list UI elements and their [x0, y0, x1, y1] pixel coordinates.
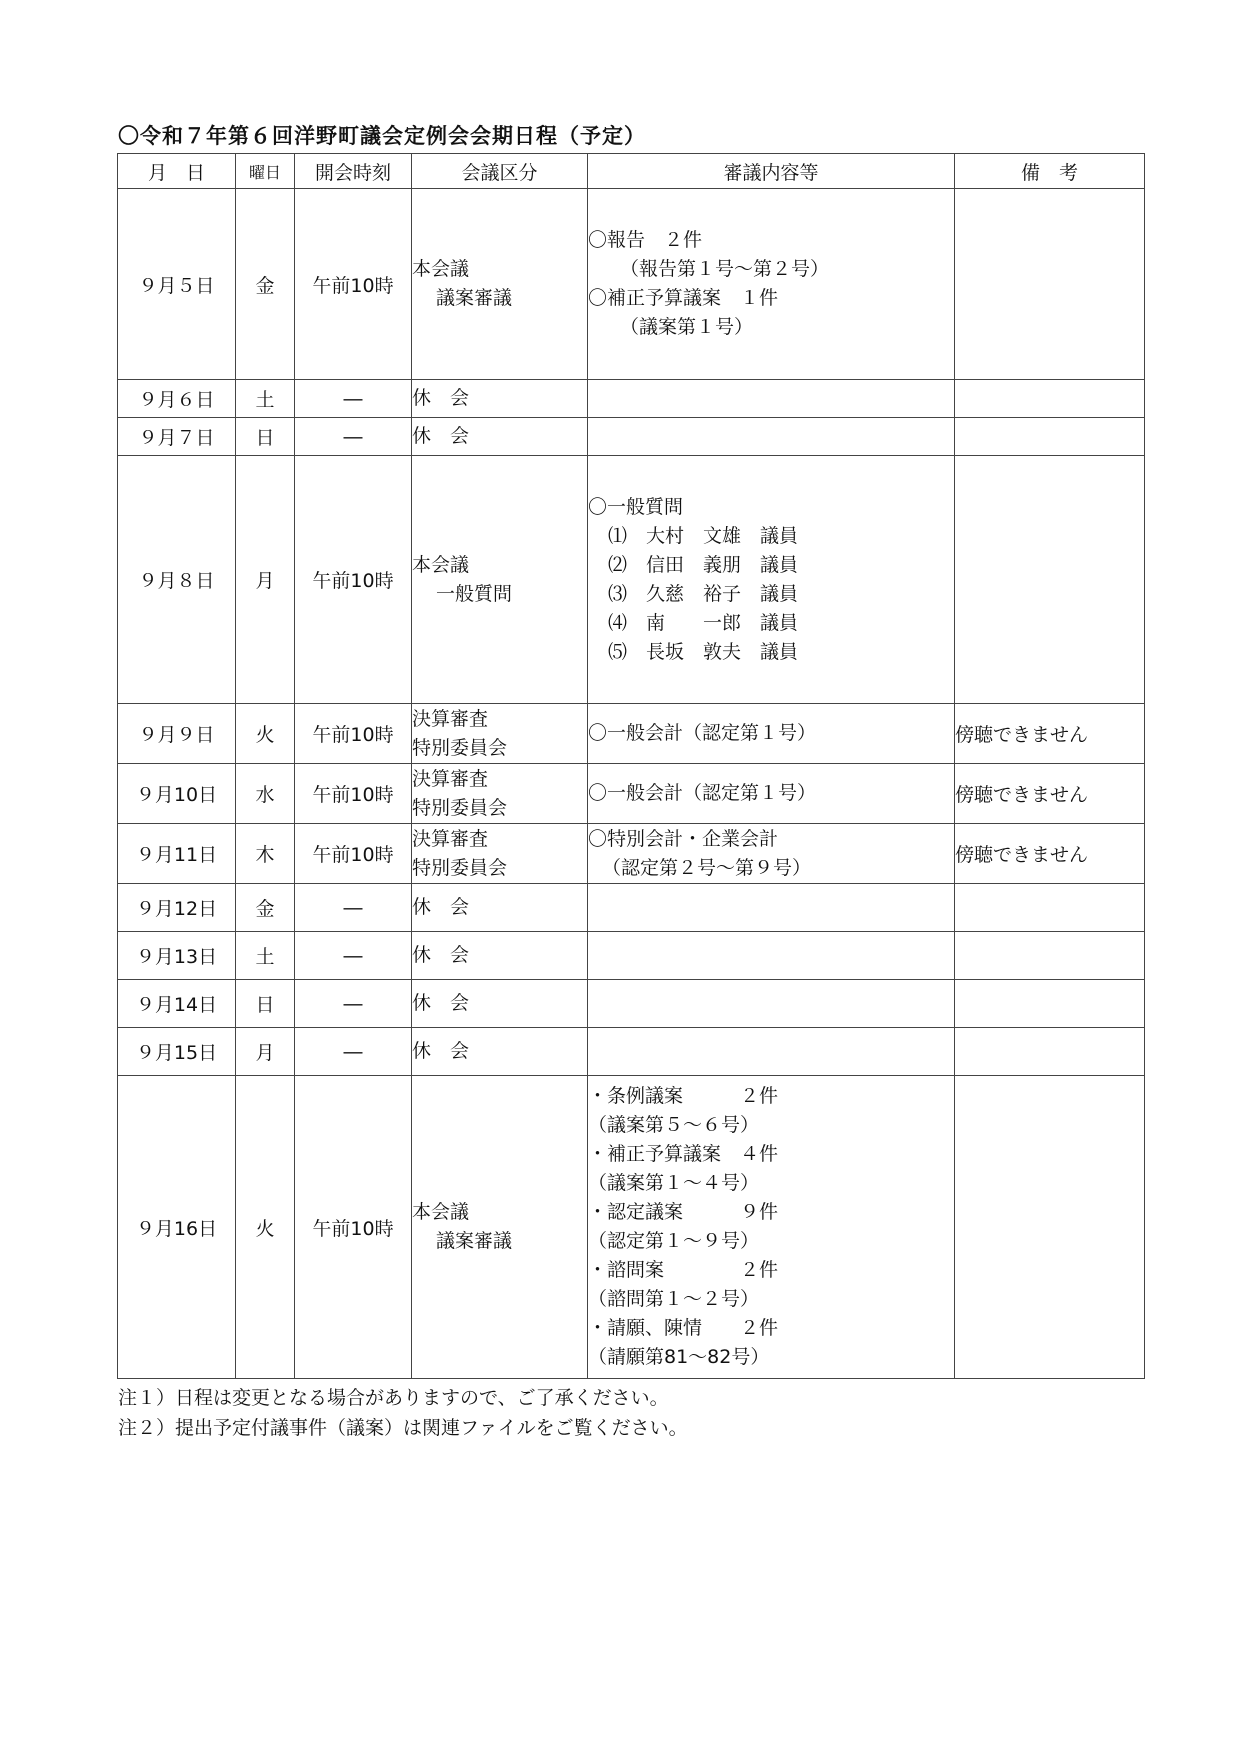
- content-line: ・条例議案 ２件: [588, 1085, 779, 1107]
- time-cell: ―: [295, 932, 412, 980]
- questioner-line: ⑶ 久慈 裕子 議員: [608, 582, 799, 605]
- note-cell: [955, 456, 1145, 704]
- date-cell: ９月13日: [118, 932, 236, 980]
- footnotes: [118, 1383, 688, 1443]
- date-cell: ９月５日: [118, 189, 236, 380]
- header-note: 備 考: [955, 154, 1145, 189]
- date-cell: ９月15日: [118, 1028, 236, 1076]
- date-cell: ９月16日: [118, 1076, 236, 1379]
- kubun-line: 特別委員会: [412, 856, 508, 879]
- date-cell: ９月７日: [118, 418, 236, 456]
- kubun-cell: 休 会: [412, 980, 588, 1028]
- header-kubun: 会議区分: [412, 154, 588, 189]
- note-cell: [955, 884, 1145, 932]
- content-line: 〇一般会計（認定第１号）: [588, 722, 817, 744]
- day-cell: 日: [236, 418, 295, 456]
- content-line: （認定第２号～第９号）: [602, 856, 812, 879]
- kubun-line: 決算審査: [412, 827, 489, 850]
- table-row: [118, 932, 1145, 980]
- time-cell: ―: [295, 884, 412, 932]
- date-cell: ９月11日: [118, 824, 236, 884]
- footnote: 注１）日程は変更となる場合がありますので、ご了承ください。: [118, 1387, 669, 1409]
- kubun-line: 決算審査: [412, 707, 489, 730]
- date-cell: ９月９日: [118, 704, 236, 764]
- header-time: 開会時刻: [295, 154, 412, 189]
- kubun-line: 本会議: [412, 258, 470, 280]
- note-cell: [955, 932, 1145, 980]
- content-line: （議案第１～４号）: [588, 1172, 760, 1194]
- time-cell: 午前10時: [295, 189, 412, 380]
- date-cell: ９月12日: [118, 884, 236, 932]
- questioner-line: ⑴ 大村 文雄 議員: [608, 524, 799, 547]
- day-cell: 火: [236, 704, 295, 764]
- content-cell: [588, 380, 955, 418]
- content-line: 〇補正予算議案 １件: [588, 287, 779, 309]
- day-cell: 火: [236, 1076, 295, 1379]
- content-line: （諮問第１～２号）: [588, 1288, 760, 1310]
- note-cell: [955, 418, 1145, 456]
- time-cell: ―: [295, 380, 412, 418]
- footnote: 注２）提出予定付議事件（議案）は関連ファイルをご覧ください。: [118, 1417, 688, 1439]
- note-cell: 傍聴できません: [955, 824, 1145, 884]
- table-row: [118, 189, 1145, 380]
- table-row: [118, 824, 1145, 884]
- day-cell: 日: [236, 980, 295, 1028]
- time-cell: 午前10時: [295, 704, 412, 764]
- table-row: [118, 380, 1145, 418]
- date-cell: ９月10日: [118, 764, 236, 824]
- note-cell: [955, 1076, 1145, 1379]
- content-line: ・諮問案 ２件: [588, 1259, 779, 1281]
- day-cell: 月: [236, 456, 295, 704]
- day-cell: 土: [236, 932, 295, 980]
- content-line: 〇報告 ２件: [588, 229, 703, 251]
- kubun-line: 議案審議: [436, 287, 513, 309]
- note-cell: [955, 1028, 1145, 1076]
- note-cell: 傍聴できません: [955, 704, 1145, 764]
- table-row: [118, 980, 1145, 1028]
- kubun-cell: [412, 456, 588, 704]
- kubun-line: 一般質問: [436, 582, 513, 605]
- kubun-line: 決算審査: [412, 767, 489, 790]
- page-title: 〇令和７年第６回洋野町議会定例会会期日程（予定）: [118, 124, 646, 148]
- content-line: （認定第１～９号）: [588, 1230, 760, 1252]
- day-cell: 木: [236, 824, 295, 884]
- content-cell: [588, 418, 955, 456]
- date-cell: ９月14日: [118, 980, 236, 1028]
- questioner-line: ⑷ 南 一郎 議員: [608, 611, 799, 634]
- kubun-line: 本会議: [412, 553, 470, 576]
- kubun-cell: 休 会: [412, 418, 588, 456]
- content-cell: [588, 456, 955, 704]
- content-cell: [588, 932, 955, 980]
- content-cell: [588, 824, 955, 884]
- content-line: ・請願、陳情 ２件: [588, 1317, 779, 1339]
- kubun-cell: [412, 704, 588, 764]
- header-date: 月 日: [118, 154, 236, 189]
- content-cell: [588, 1028, 955, 1076]
- header-day: 曜日: [236, 154, 295, 189]
- content-cell: [588, 1076, 955, 1379]
- kubun-line: 特別委員会: [412, 796, 508, 819]
- day-cell: 金: [236, 189, 295, 380]
- kubun-line: 本会議: [412, 1201, 470, 1223]
- time-cell: 午前10時: [295, 824, 412, 884]
- table-row: [118, 456, 1145, 704]
- content-line: 〇一般質問: [588, 495, 684, 518]
- questioner-line: ⑵ 信田 義朋 議員: [608, 553, 799, 576]
- content-line: （請願第81～82号）: [588, 1346, 770, 1368]
- content-cell: [588, 980, 955, 1028]
- content-cell: [588, 764, 955, 824]
- table-row: [118, 884, 1145, 932]
- note-cell: [955, 380, 1145, 418]
- time-cell: 午前10時: [295, 1076, 412, 1379]
- content-line: ・補正予算議案 ４件: [588, 1143, 779, 1165]
- table-row: [118, 764, 1145, 824]
- content-line: 〇特別会計・企業会計: [588, 827, 779, 850]
- content-cell: [588, 189, 955, 380]
- table-row: [118, 1028, 1145, 1076]
- kubun-cell: 休 会: [412, 380, 588, 418]
- schedule-table: [117, 153, 1145, 1379]
- kubun-cell: [412, 764, 588, 824]
- time-cell: ―: [295, 980, 412, 1028]
- content-line: ・認定議案 ９件: [588, 1201, 779, 1223]
- kubun-cell: 休 会: [412, 1028, 588, 1076]
- note-cell: [955, 189, 1145, 380]
- kubun-cell: 休 会: [412, 932, 588, 980]
- date-cell: ９月６日: [118, 380, 236, 418]
- content-line: （報告第１号～第２号）: [620, 258, 830, 280]
- time-cell: 午前10時: [295, 764, 412, 824]
- kubun-cell: [412, 824, 588, 884]
- content-line: （議案第１号）: [620, 316, 754, 338]
- day-cell: 土: [236, 380, 295, 418]
- content-cell: [588, 704, 955, 764]
- content-cell: [588, 884, 955, 932]
- content-line: （議案第５～６号）: [588, 1114, 760, 1136]
- kubun-line: 議案審議: [436, 1230, 513, 1252]
- table-row: [118, 1076, 1145, 1379]
- note-cell: [955, 980, 1145, 1028]
- note-cell: 傍聴できません: [955, 764, 1145, 824]
- kubun-cell: [412, 1076, 588, 1379]
- date-cell: ９月８日: [118, 456, 236, 704]
- time-cell: 午前10時: [295, 456, 412, 704]
- kubun-cell: 休 会: [412, 884, 588, 932]
- table-row: [118, 704, 1145, 764]
- kubun-cell: [412, 189, 588, 380]
- table-row: [118, 418, 1145, 456]
- day-cell: 水: [236, 764, 295, 824]
- day-cell: 月: [236, 1028, 295, 1076]
- time-cell: ―: [295, 418, 412, 456]
- kubun-line: 特別委員会: [412, 736, 508, 759]
- header-row: [118, 154, 1145, 189]
- header-content: 審議内容等: [588, 154, 955, 189]
- day-cell: 金: [236, 884, 295, 932]
- questioner-line: ⑸ 長坂 敦夫 議員: [608, 640, 799, 663]
- content-line: 〇一般会計（認定第１号）: [588, 782, 817, 804]
- time-cell: ―: [295, 1028, 412, 1076]
